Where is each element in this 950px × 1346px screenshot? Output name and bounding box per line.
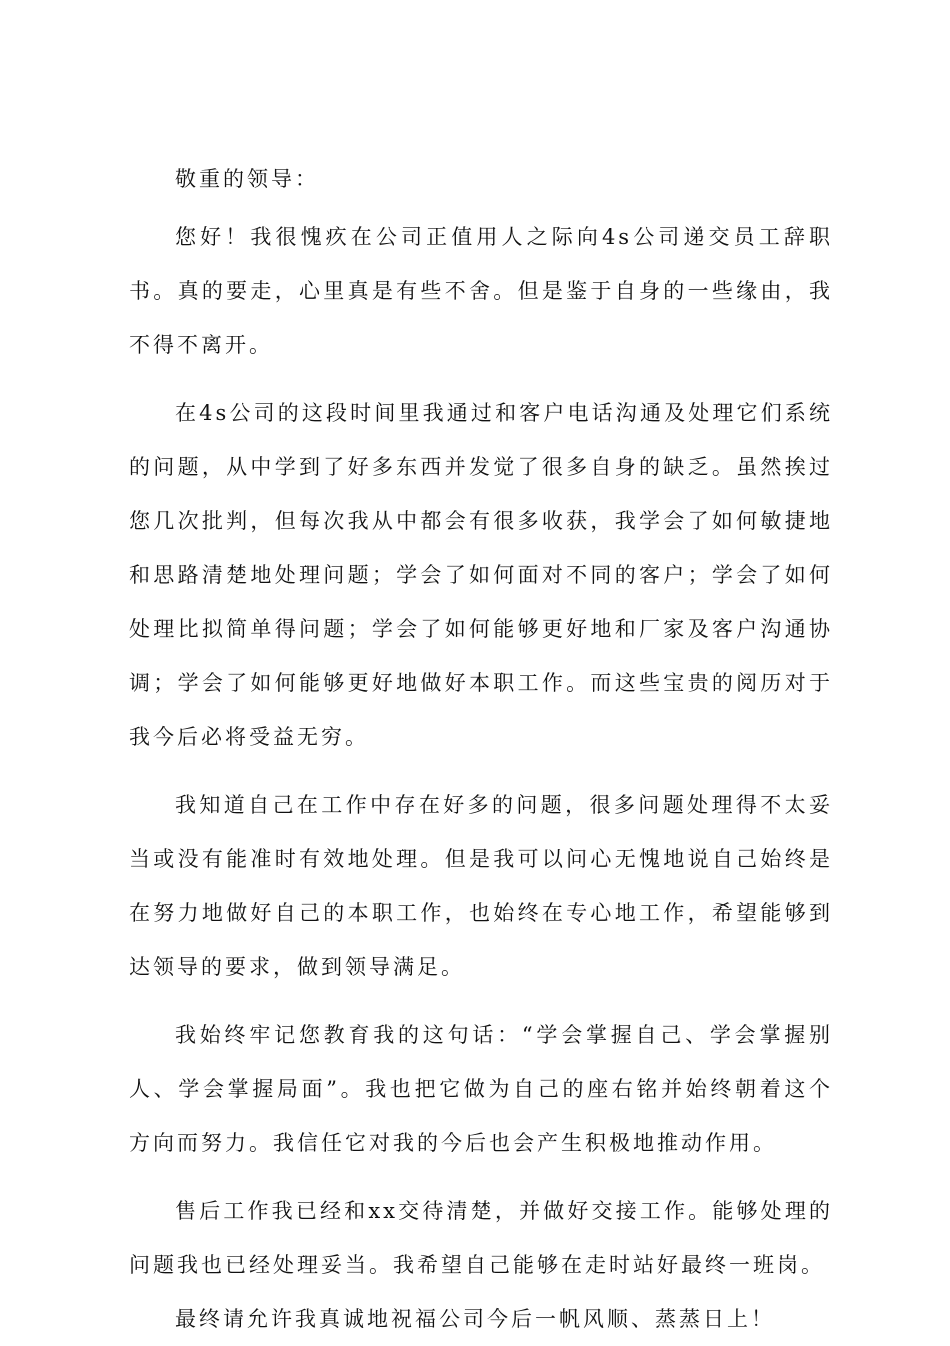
paragraph-4: 我始终牢记您教育我的这句话：“学会掌握自己、学会掌握别人、学会掌握局面”。我也把它做为自己的座右铭并始终朝着这个方向而努力。我信任它对我的今后也会产生积极地推动作用。 xyxy=(129,1023,833,1155)
paragraph-2: 在4s公司的这段时间里我通过和客户电话沟通及处理它们系统的问题，从中学到了好多东西并发觉了很多自身的缺乏。虽然挨过您几次批判，但每次我从中都会有很多收获，我学会了如何敏捷地和思路清楚地处理问题；学会了如何面对不同的客户；学会了如何处理比拟简单得问题；学会了如何能够更好地和厂家及客户沟通协调；学会了如何能够更好地做好本职工作。而这些宝贵的阅历对于我今后必将受益无穷。 xyxy=(129,401,833,749)
salutation: 敬重的领导： xyxy=(175,167,319,191)
paragraph-5: 售后工作我已经和xx交待清楚，并做好交接工作。能够处理的问题我也已经处理妥当。我希望自己能够在走时站好最终一班岗。 xyxy=(129,1199,833,1277)
paragraph-1: 您好！我很愧疚在公司正值用人之际向4s公司递交员工辞职书。真的要走，心里真是有些不舍。但是鉴于自身的一些缘由，我不得不离开。 xyxy=(129,225,833,357)
letter-body xyxy=(129,162,833,1346)
closing-line: 最终请允许我真诚地祝福公司今后一帆风顺、蒸蒸日上！ xyxy=(175,1307,775,1331)
paragraph-3: 我知道自己在工作中存在好多的问题，很多问题处理得不太妥当或没有能准时有效地处理。但是我可以问心无愧地说自己始终是在努力地做好自己的本职工作，也始终在专心地工作，希望能够到达领导的要求，做到领导满足。 xyxy=(129,793,833,979)
